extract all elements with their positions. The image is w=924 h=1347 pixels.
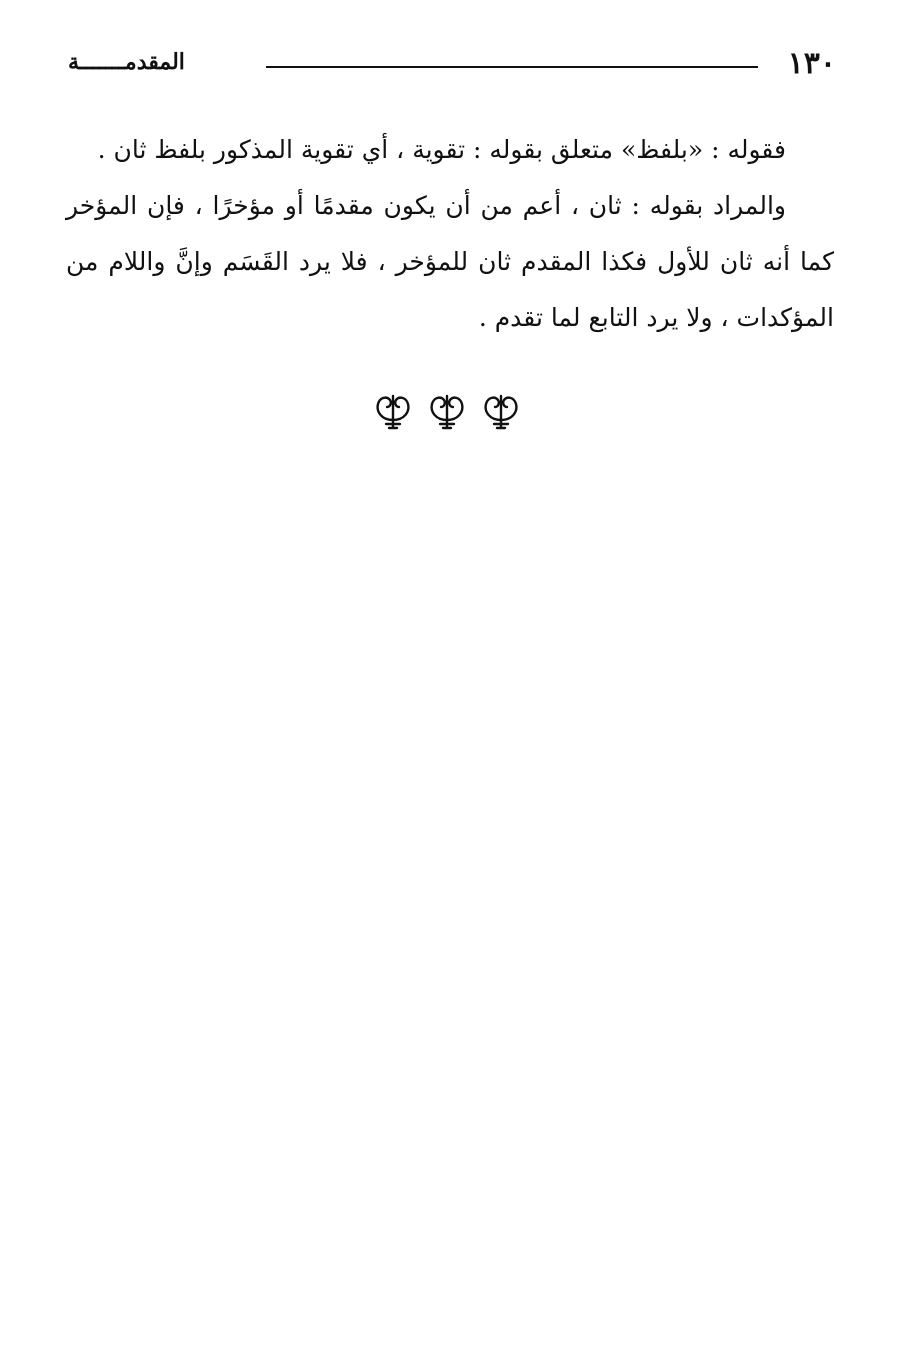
floral-ornament-icon (372, 390, 414, 430)
body-text (66, 122, 834, 346)
floral-ornament-icon (426, 390, 468, 430)
paragraph: فقوله : «بلفظ» متعلق بقوله : تقوية ، أي تقوية المذكور بلفظ ثان . (97, 135, 786, 164)
paragraph: والمراد بقوله : ثان ، أعم من أن يكون مقدمًا أو مؤخرًا ، فإن المؤخر كما أنه ثان للأول فكذا المقدم ثان للمؤخر ، فلا يرد القَسَم وإنَّ واللام من المؤكدات ، ولا يرد التابع لما تقدم . (66, 191, 834, 332)
floral-ornament-icon (480, 390, 522, 430)
section-end-ornament (372, 390, 522, 434)
header-rule (266, 66, 758, 68)
page-header (68, 44, 836, 84)
page-number: ١٣٠ (787, 46, 836, 81)
running-title: المقدمـــــــة (68, 49, 185, 75)
